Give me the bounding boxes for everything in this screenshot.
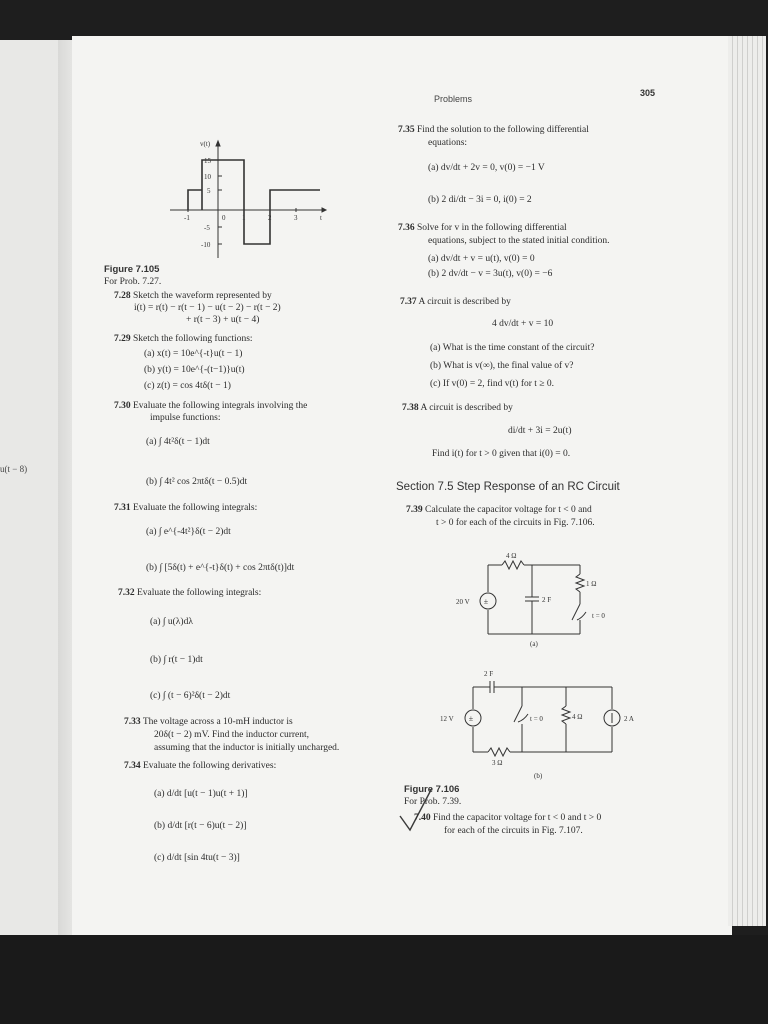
- current-source-label: 2 A: [624, 715, 634, 723]
- source-label: 20 V: [456, 598, 470, 606]
- part-b: (b) ∫ r(t − 1)dt: [150, 655, 203, 665]
- circuit-a: [450, 548, 630, 648]
- y-tick-label: 5: [207, 187, 211, 195]
- problem-text-cont: assuming that the inductor is initially uncharged.: [154, 743, 340, 753]
- part-b: (b) d/dt [r(t − 6)u(t − 2)]: [154, 821, 247, 831]
- problem-number: 7.35: [398, 125, 415, 135]
- x-tick-label: 3: [294, 214, 298, 222]
- figure-7-106-subcaption: For Prob. 7.39.: [404, 797, 462, 807]
- svg-text:±: ±: [483, 597, 489, 606]
- problem-text-cont: Find i(t) for t > 0 given that i(0) = 0.: [432, 449, 571, 459]
- problem-text-cont: t > 0 for each of the circuits in Fig. 7.106.: [436, 518, 595, 528]
- problem-7-30: [114, 400, 307, 412]
- x-axis-label: t: [320, 214, 322, 222]
- problem-number: 7.30: [114, 401, 131, 411]
- problem-7-38: [402, 402, 513, 414]
- part-a: (a) ∫ e^{-4t²}δ(t − 2)dt: [146, 527, 231, 537]
- switch-label: t = 0: [530, 715, 543, 723]
- problem-text: Find the solution to the following differential: [417, 125, 589, 135]
- problem-7-40: [414, 812, 601, 824]
- circuit-b: [430, 666, 640, 780]
- y-tick-label: 10: [204, 173, 211, 181]
- problem-7-28: [114, 290, 272, 302]
- problem-number: 7.37: [400, 297, 417, 307]
- background-shadow: [0, 935, 768, 1024]
- part-a: (a) What is the time constant of the circuit?: [430, 343, 595, 353]
- resistor-label: 3 Ω: [492, 759, 503, 767]
- figure-7-106-caption: Figure 7.106: [404, 784, 460, 795]
- problem-text: Calculate the capacitor voltage for t < 0 and: [425, 505, 592, 515]
- pen-checkmark: [394, 786, 438, 836]
- page-edges: [728, 36, 766, 926]
- problem-text: Evaluate the following derivatives:: [143, 761, 277, 771]
- y-tick-label: -5: [204, 224, 210, 232]
- resistor-label: 1 Ω: [586, 580, 597, 588]
- problem-text-cont: impulse functions:: [150, 413, 221, 423]
- subfigure-label: (a): [530, 640, 538, 648]
- x-tick-label: -1: [184, 214, 190, 222]
- problem-7-34: [124, 760, 276, 772]
- problem-text-cont: equations, subject to the stated initial condition.: [428, 236, 610, 246]
- problem-number: 7.32: [118, 588, 135, 598]
- problem-number: 7.38: [402, 403, 419, 413]
- problem-7-28-equation: i(t) = r(t) − r(t − 1) − u(t − 2) − r(t − 2): [134, 303, 281, 313]
- resistor-label: 4 Ω: [572, 713, 583, 721]
- problem-number: 7.29: [114, 334, 131, 344]
- part-c: (c) d/dt [sin 4tu(t − 3)]: [154, 853, 240, 863]
- part-c: (c) z(t) = cos 4tδ(t − 1): [144, 381, 231, 391]
- resistor-4ohm: [502, 561, 524, 569]
- part-a: (a) dv/dt + v = u(t), v(0) = 0: [428, 254, 535, 264]
- problem-number: 7.40: [414, 813, 431, 823]
- problem-text-cont: for each of the circuits in Fig. 7.107.: [444, 826, 583, 836]
- part-b: (b) What is v(∞), the final value of v?: [430, 361, 574, 371]
- problem-number: 7.33: [124, 717, 141, 727]
- part-a: (a) dv/dt + 2v = 0, v(0) = −1 V: [428, 163, 545, 173]
- problem-text: Solve for v in the following differential: [417, 223, 567, 233]
- part-a: (a) ∫ 4t²δ(t − 1)dt: [146, 437, 210, 447]
- problem-text: A circuit is described by: [420, 403, 513, 413]
- svg-text:±: ±: [468, 714, 474, 723]
- subfigure-label: (b): [534, 772, 543, 780]
- problem-7-29: [114, 333, 253, 345]
- y-tick-label: -10: [201, 241, 211, 249]
- problem-text: Sketch the waveform represented by: [133, 291, 272, 301]
- running-title: Problems: [434, 94, 473, 104]
- problem-number: 7.34: [124, 761, 141, 771]
- part-b: (b) ∫ [5δ(t) + e^{-t}δ(t) + cos 2πtδ(t)]dt: [146, 563, 295, 573]
- page-number: 305: [640, 88, 656, 98]
- problem-7-37: [400, 296, 511, 308]
- problem-text: Evaluate the following integrals:: [133, 503, 258, 513]
- resistor-3ohm: [488, 748, 510, 756]
- problem-7-39: [406, 504, 592, 516]
- y-axis-label: v(t): [200, 140, 211, 148]
- capacitor-label: 2 F: [484, 670, 494, 678]
- problem-number: 7.28: [114, 291, 131, 301]
- part-b: (b) y(t) = 10e^{-(t−1)}u(t): [144, 365, 245, 375]
- capacitor-label: 2 F: [542, 596, 552, 604]
- problem-number: 7.31: [114, 503, 131, 513]
- problem-text: A circuit is described by: [418, 297, 511, 307]
- y-axis-arrow-icon: [216, 141, 220, 146]
- part-a: (a) d/dt [u(t − 1)u(t + 1)]: [154, 789, 248, 799]
- problem-text-cont: 20δ(t − 2) mV. Find the inductor current,: [154, 730, 310, 740]
- problem-7-32: [118, 587, 261, 599]
- x-axis-arrow-icon: [322, 208, 326, 212]
- x-tick-label: 2: [268, 214, 272, 222]
- figure-7-105-caption: Figure 7.105: [104, 264, 160, 275]
- problem-text: The voltage across a 10-mH inductor is: [142, 717, 293, 727]
- figure-7-105-plot: [160, 138, 330, 263]
- problem-7-33: [124, 716, 293, 728]
- switch: [514, 706, 522, 722]
- problem-7-31: [114, 502, 257, 514]
- problem-text: Evaluate the following integrals:: [137, 588, 262, 598]
- part-b: (b) ∫ 4t² cos 2πtδ(t − 0.5)dt: [146, 477, 248, 487]
- resistor-4ohm: [562, 706, 570, 724]
- section-heading: Section 7.5 Step Response of an RC Circuit: [396, 481, 620, 493]
- problem-text-cont: equations:: [428, 138, 468, 148]
- facing-page-fragment: u(t − 8): [0, 464, 28, 474]
- problem-7-35: [398, 124, 589, 136]
- equation: di/dt + 3i = 2u(t): [508, 426, 572, 436]
- switch-arrow-icon: [518, 714, 528, 722]
- switch: [572, 604, 580, 620]
- resistor-1ohm: [576, 574, 584, 592]
- part-b: (b) 2 dv/dt − v = 3u(t), v(0) = −6: [428, 269, 553, 279]
- switch-label: t = 0: [592, 612, 605, 620]
- part-b: (b) 2 di/dt − 3i = 0, i(0) = 2: [428, 195, 532, 205]
- problem-number: 7.39: [406, 505, 423, 515]
- part-a: (a) ∫ u(λ)dλ: [150, 617, 193, 627]
- problem-7-28-equation-cont: + r(t − 3) + u(t − 4): [186, 315, 260, 325]
- problem-text: Find the capacitor voltage for t < 0 and t > 0: [433, 813, 602, 823]
- figure-7-105-subcaption: For Prob. 7.27.: [104, 277, 162, 287]
- x-tick-label: 1: [242, 214, 246, 222]
- problem-number: 7.36: [398, 223, 415, 233]
- y-tick-label: 15: [204, 157, 211, 165]
- source-label: 12 V: [440, 715, 454, 723]
- part-c: (c) ∫ (t − 6)²δ(t − 2)dt: [150, 691, 231, 701]
- x-tick-label: 0: [222, 214, 226, 222]
- problem-text: Sketch the following functions:: [133, 334, 253, 344]
- part-c: (c) If v(0) = 2, find v(t) for t ≥ 0.: [430, 379, 555, 389]
- resistor-label: 4 Ω: [506, 552, 517, 560]
- problem-7-36: [398, 222, 567, 234]
- equation: 4 dv/dt + v = 10: [492, 319, 554, 329]
- problem-text: Evaluate the following integrals involving the: [133, 401, 308, 411]
- part-a: (a) x(t) = 10e^{-t}u(t − 1): [144, 349, 243, 359]
- switch-arrow-icon: [577, 612, 586, 620]
